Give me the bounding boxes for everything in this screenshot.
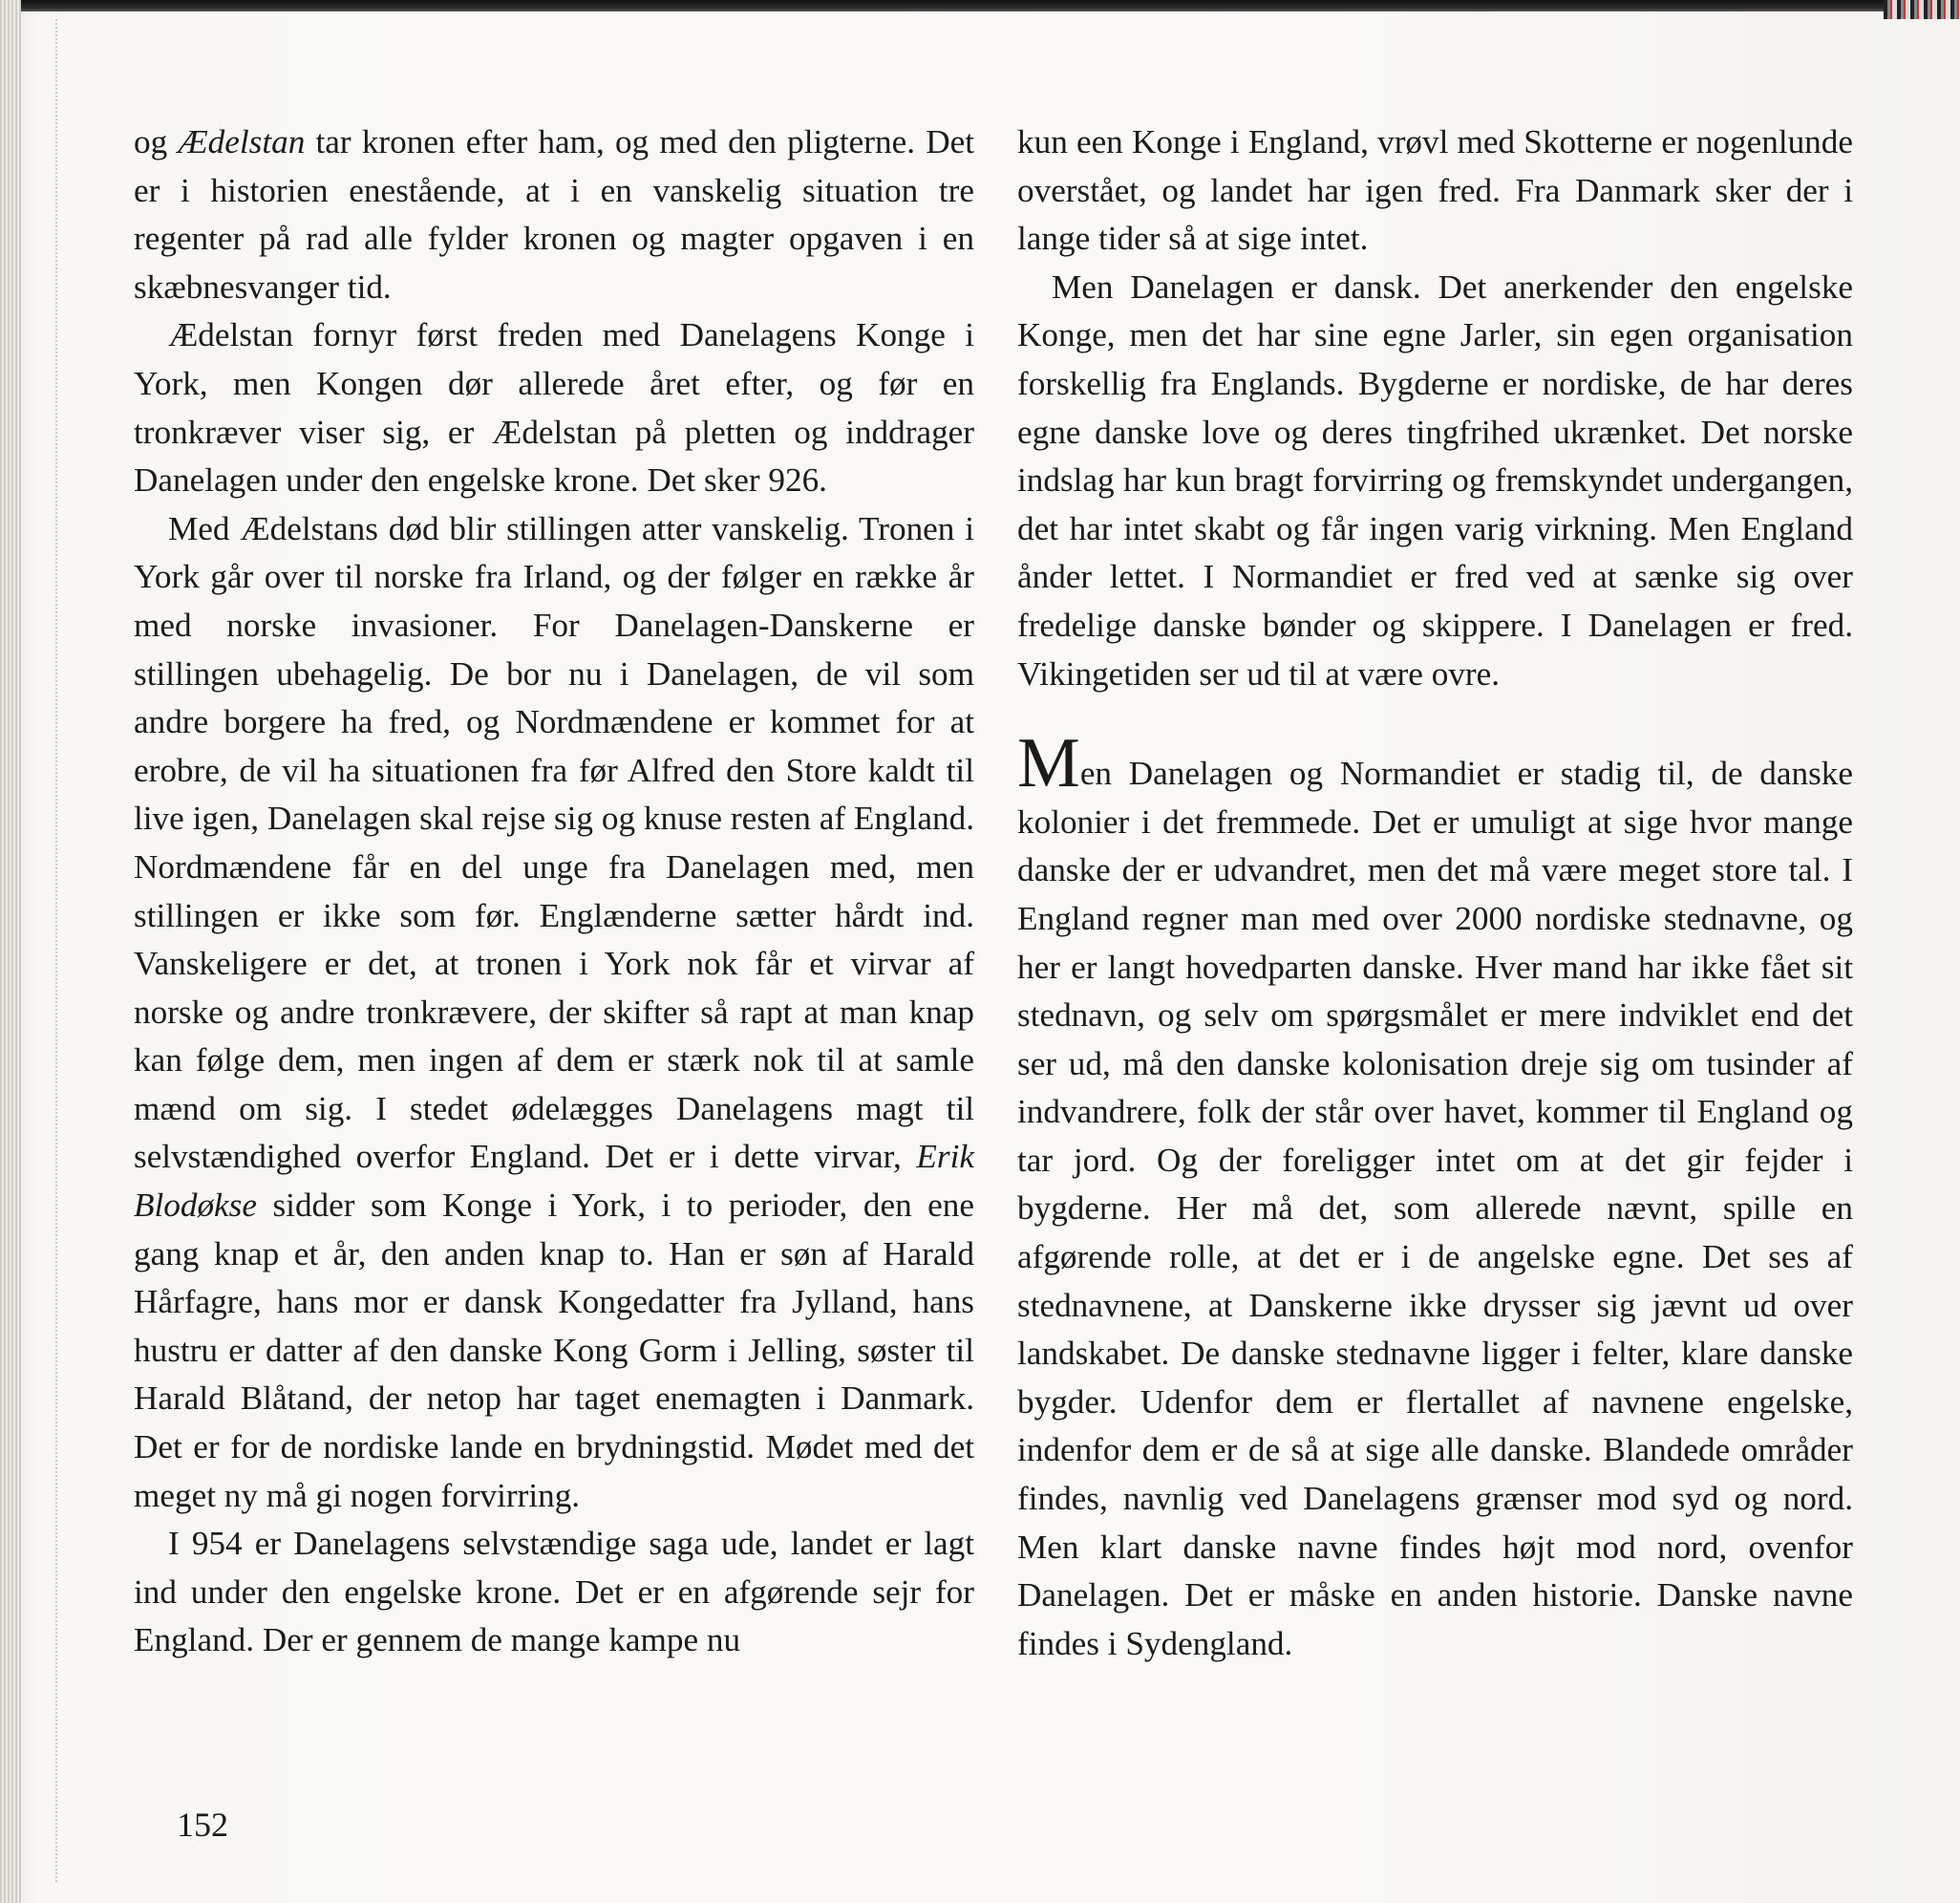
left-paragraph-3 [134,505,974,1520]
text-run: tar kronen efter ham, og med den pligterne. Det er i historien enestående, at i en vanskelig situation tre regenter på rad alle fylder kronen og magter opgaven i en skæbnesvanger tid. [134,123,975,306]
italic-name: Erik Blodøkse [134,1138,974,1225]
left-text-column [134,118,974,1665]
top-right-edge-stripes [1884,0,1960,19]
right-paragraph-3 [1017,724,1853,1668]
top-page-edge [0,0,1960,11]
left-paragraph-2: Ædelstan fornyr først freden med Danelagens Konge i York, men Kongen dør allerede året efter, og før en tronkræver viser sig, er Ædelstan på pletten og inddrager Danelagen under den engelske krone. Det sker 926. [134,316,974,500]
italic-name: Ædelstan [178,123,306,160]
page-number: 152 [177,1806,228,1844]
right-paragraph-1: kun een Konge i England, vrøvl med Skotterne er nogenlunde overstået, og landet har igen fred. Fra Danmark sker der i lange tider så at sige intet. [1017,123,1853,258]
text-run: en Danelagen og Normandiet er stadig til, de danske kolonier i det fremmede. Det er umuligt at sige hvor mange danske der er udvandret, men det må være meget store tal. I England regner man med over 2000 nordiske stednavne, og her er langt hovedparten danske. Hver mand har ikke fået sit stednavn, og selv om spørgsmålet er mere indviklet end det ser ud, må den danske kolonisation dreje sig om tusinder af indvandrere, folk der står over havet, kommer til England og tar jord. Og der foreligger intet om at det gir fejder i bygderne. Her må det, som allerede nævnt, spille en afgørende rolle, at det er i de angelske egne. Det ses af stednavnene, at Danskerne ikke drysser sig jævnt ud over landskabet. De danske stednavne ligger i felter, klare danske bygder. Udenfor dem er flertallet af navnene engelske, indenfor dem er de så at sige alle danske. Blandede områder findes, navnlig ved Danelagens grænser mod syd og nord. Men klart danske navne findes højt mod nord, ovenfor Danelagen. Det er måske en anden historie. Danske navne findes i Sydengland. [1017,755,1853,1662]
gutter-dotted-line [55,19,59,1882]
text-run: sidder som Konge i York, i to perioder, den ene gang knap et år, den anden knap to. Han er søn af Harald Hårfagre, hans mor er dansk Kongedatter fra Jylland, hans hustru er datter af den danske Kong Gorm i Jelling, søster til Harald Blåtand, der netop har taget enemagten i Danmark. Det er for de nordiske lande en brydningstid. Mødet med det meget ny må gi nogen forvirring. [134,1187,974,1514]
text-run: Med Ædelstans død blir stillingen atter vanskelig. Tronen i York går over til norske fra Irland, og der følger en række år med norske invasioner. For Danelagen-Danskerne er stillingen ubehagelig. De bor nu i Danelagen, de vil som andre borgere ha fred, og Nordmændene er kommet for at erobre, de vil ha situationen fra før Alfred den Store kaldt til live igen, Danelagen skal rejse sig og knuse resten af England. Nordmændene får en del unge fra Danelagen med, men stillingen er ikke som før. Englænderne sætter hårdt ind. Vanskeligere er det, at tronen i York nok får et virvar af norske og andre tronkrævere, der skifter så rapt at man knap kan følge dem, men ingen af dem er stærk nok til at samle mænd om sig. I stedet ødelægges Danelagens magt til selvstændighed overfor England. Det er i dette virvar, [134,509,974,1176]
drop-cap: M [1017,724,1080,803]
book-binding-edge [0,0,21,1903]
left-paragraph-1 [134,118,974,311]
right-text-column [1017,118,1853,1668]
left-paragraph-4: I 954 er Danelagens selvstændige saga ude, landet er lagt ind under den engelske krone. Det er en afgørende sejr for England. Der er gennem de mange kampe nu [134,1525,974,1659]
right-paragraph-2: Men Danelagen er dansk. Det anerkender den engelske Konge, men det har sine egne Jarler, sin egen organisation forskellig fra Englands. Bygderne er nordiske, de har deres egne danske love og deres tingfrihed ukrænket. Det norske indslag har kun bragt forvirring og fremskyndet undergangen, det har intet skabt og får ingen varig virkning. Men England ånder lettet. I Normandiet er fred ved at sænke sig over fredelige danske bønder og skippere. I Danelagen er fred. Vikingetiden ser ud til at være ovre. [1017,267,1853,693]
text-run: og [134,123,179,160]
